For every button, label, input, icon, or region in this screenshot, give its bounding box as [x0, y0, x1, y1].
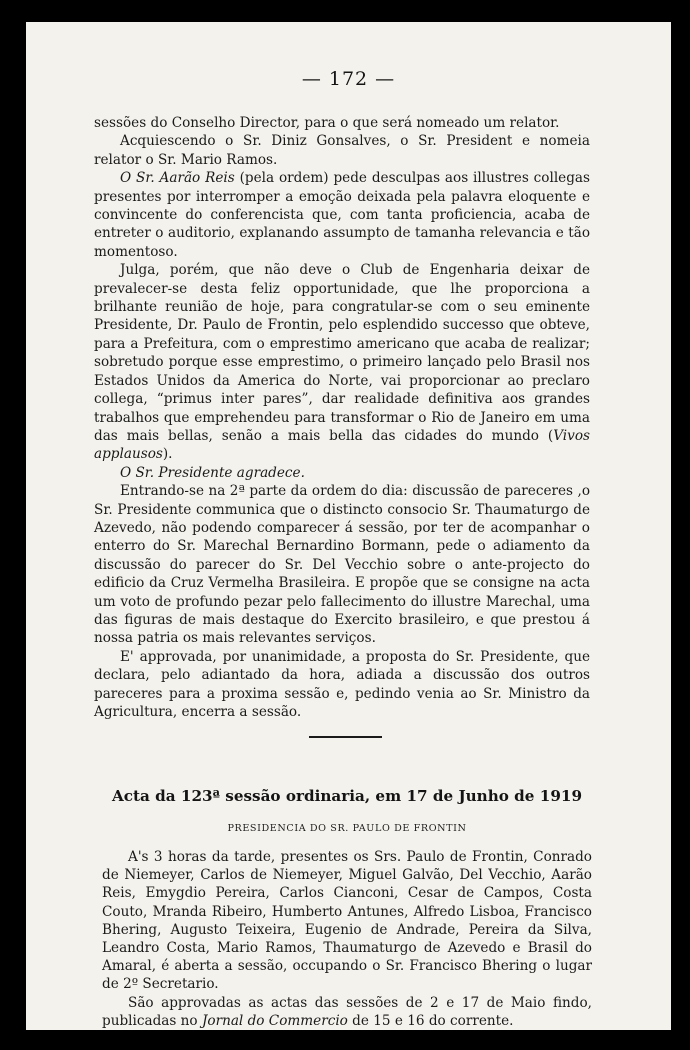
paragraph: Acquiescendo o Sr. Diniz Gonsalves, o Sr. President e nomeia relator o Sr. Mario Ramos. — [94, 133, 590, 168]
page-number: — 172 — — [301, 68, 396, 90]
paragraph: E' approvada, por unanimidade, a proposta do Sr. Presidente, que declara, pelo adiantado da hora, adiada a discussão dos outros pareceres para a proxima sessão e, pedindo venia ao Sr. Ministro da Agricultura, encerra a sessão. — [94, 648, 590, 720]
section-divider — [309, 736, 382, 738]
journal-name: Jornal do Commercio — [201, 1012, 348, 1029]
speaker-name: O Sr. Aarão Reis — [120, 170, 235, 187]
section-title: Acta da 123ª sessão ordinaria, em 17 de Junho de 1919 — [111, 787, 583, 805]
section-body — [102, 848, 592, 1030]
paragraph — [94, 464, 590, 482]
applause-note: Vivos applausos — [94, 427, 590, 463]
section-subtitle: PRESIDENCIA DO SR. PAULO DE FRONTIN — [227, 823, 467, 834]
paragraph: A's 3 horas da tarde, presentes os Srs. Paulo de Frontin, Conrado de Niemeyer, Carlos de Niemeyer, Miguel Galvão, Del Vecchio, Aarão Reis, Emygdio Pereira, Carlos Cianconi, Cesar de Campos, Costa Couto, Mranda Ribeiro, Humberto Antunes, Alfredo Lisboa, Francisco Bhering, Augusto Teixeira, Eugenio de Andrade, Pereira da Silva, Leandro Costa, Mario Ramos, Thaumaturgo de Azevedo e Brasil do Amaral, é aberta a sessão, occupando o Sr. Francisco Bhering o lugar de 2º Secretario. — [102, 849, 592, 993]
minutes-body — [94, 114, 590, 721]
paragraph: Entrando-se na 2ª parte da ordem do dia: discussão de pareceres ,o Sr. Presidente communica que o distincto consocio Sr. Thaumaturgo de Azevedo, não podendo comparecer á sessão, por ter de acompanhar o enterro do Sr. Marechal Bernardino Bormann, pede o adiamento da discussão do parecer do Sr. Del Vecchio sobre o ante-projecto do edificio da Cruz Vermelha Brasileira. E propõe que se consigne na acta um voto de profundo pezar pelo fallecimento do illustre Marechal, uma das figuras de mais destaque do Exercito brasileiro, e que prestou á nossa patria os mais relevantes serviços. — [94, 483, 590, 647]
paragraph-text: Julga, porém, que não deve o Club de Engenharia deixar de prevalecer-se desta feliz opportunidade, que lhe proporciona a brilhante reunião de hoje, para congratular-se com o seu eminente Presidente, Dr. Paulo de Frontin, pelo esplendido successo que obteve, para a Prefeitura, com o emprestimo americano que acaba de realizar; sobretudo porque esse emprestimo, o primeiro lançado pelo Brasil nos Estados Unidos da America do Norte, vai proporcionar ao preclaro collega, “primus inter pares”, dar realidade definitiva aos grandes trabalhos que emprehendeu para transformar o Rio de Janeiro em uma das mais bellas, senão a mais bella das cidades do mundo ( — [94, 262, 590, 444]
paragraph-text: de 15 e 16 do corrente. — [347, 1012, 514, 1029]
document-page — [26, 22, 671, 1030]
paragraph-text: ). — [162, 446, 173, 463]
paragraph: sessões do Conselho Director, para o que será nomeado um relator. — [94, 115, 560, 131]
paragraph-text: São approvadas as actas das sessões de 2 e 17 de Maio findo, publicadas no — [102, 994, 592, 1029]
speaker-note: O Sr. Presidente agradece. — [120, 464, 305, 481]
paragraph — [94, 169, 590, 261]
paragraph-text: (pela ordem) pede desculpas aos illustres collegas presentes por interromper a emoção deixada pela palavra eloquente e convincente do conferencista que, com tanta proficiencia, acaba de entreter o auditorio, explanando assumpto de tamanha relevancia e tão momentoso. — [94, 170, 590, 260]
paragraph — [102, 994, 592, 1030]
paragraph — [94, 261, 590, 463]
